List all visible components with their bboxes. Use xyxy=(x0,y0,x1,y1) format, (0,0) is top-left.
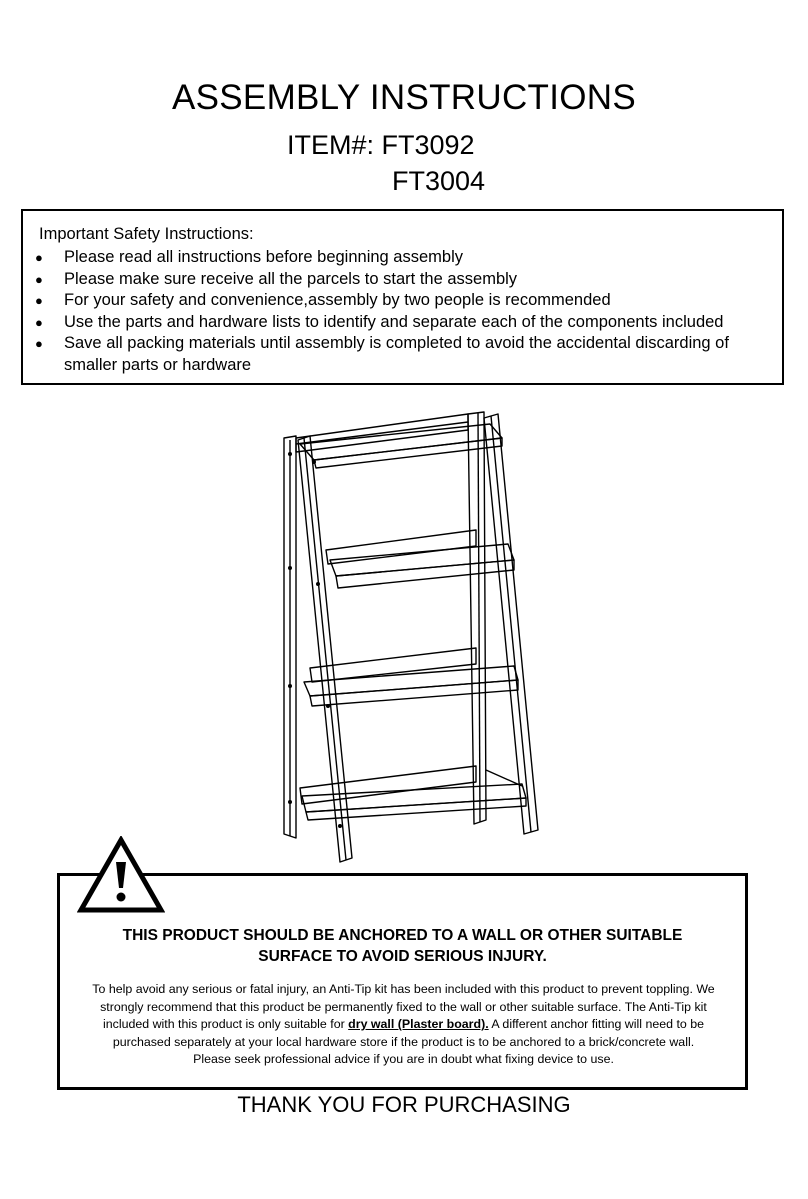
warning-heading xyxy=(60,925,745,967)
safety-item-text: Use the parts and hardware lists to identify and separate each of the components included xyxy=(64,312,724,331)
warning-heading-line: THIS PRODUCT SHOULD BE ANCHORED TO A WALL OR OTHER SUITABLE xyxy=(122,927,683,944)
bullet-icon: ● xyxy=(35,336,43,351)
safety-item-text: For your safety and convenience,assembly by two people is recommended xyxy=(64,291,611,309)
item-number: ITEM#: FT3092 xyxy=(287,130,475,160)
safety-item xyxy=(35,290,775,312)
dry-wall-emphasis: dry wall (Plaster board). xyxy=(348,1017,489,1031)
safety-item xyxy=(35,247,775,269)
safety-item xyxy=(35,312,775,334)
safety-list xyxy=(35,247,775,376)
safety-item xyxy=(35,333,775,376)
document-title: ASSEMBLY INSTRUCTIONS xyxy=(172,78,636,117)
bullet-icon: ● xyxy=(35,271,43,287)
safety-item-text: Please make sure receive all the parcels to start the assembly xyxy=(64,269,518,288)
warning-triangle-icon xyxy=(77,836,165,914)
warning-body-last-line: Please seek professional advice if you are in doubt what fixing device to use. xyxy=(193,1052,614,1066)
safety-heading: Important Safety Instructions: xyxy=(39,225,254,243)
warning-body-text: A different anchor fitting will need to be purchased separately at your local hardware store if the product is to be anchored to a brick/concrete wall. xyxy=(112,1017,705,1049)
warning-heading-line: SURFACE TO AVOID SERIOUS INJURY. xyxy=(258,948,547,965)
thank-you-footer: THANK YOU FOR PURCHASING xyxy=(237,1092,571,1117)
item-number-secondary: FT3004 xyxy=(392,166,486,196)
safety-item-text: Save all packing materials until assembly is completed to avoid the accidental discarding of smaller parts or hardware xyxy=(64,334,729,374)
bullet-icon: ● xyxy=(35,250,43,265)
warning-body-text: To help avoid any serious or fatal injury, an Anti-Tip kit has been included with this product to prevent toppling. We strongly recommend that this product be permanently fixed to the wall or other suitable surface. The Anti-Tip kit included with this product is only suitable for xyxy=(92,982,715,1031)
bullet-icon: ● xyxy=(35,314,43,330)
warning-body xyxy=(78,981,729,1069)
bullet-icon: ● xyxy=(35,293,43,308)
safety-instructions-box xyxy=(21,209,784,385)
ladder-shelf-illustration xyxy=(270,400,550,865)
safety-item xyxy=(35,269,775,291)
safety-item-text: Please read all instructions before beginning assembly xyxy=(64,248,463,266)
